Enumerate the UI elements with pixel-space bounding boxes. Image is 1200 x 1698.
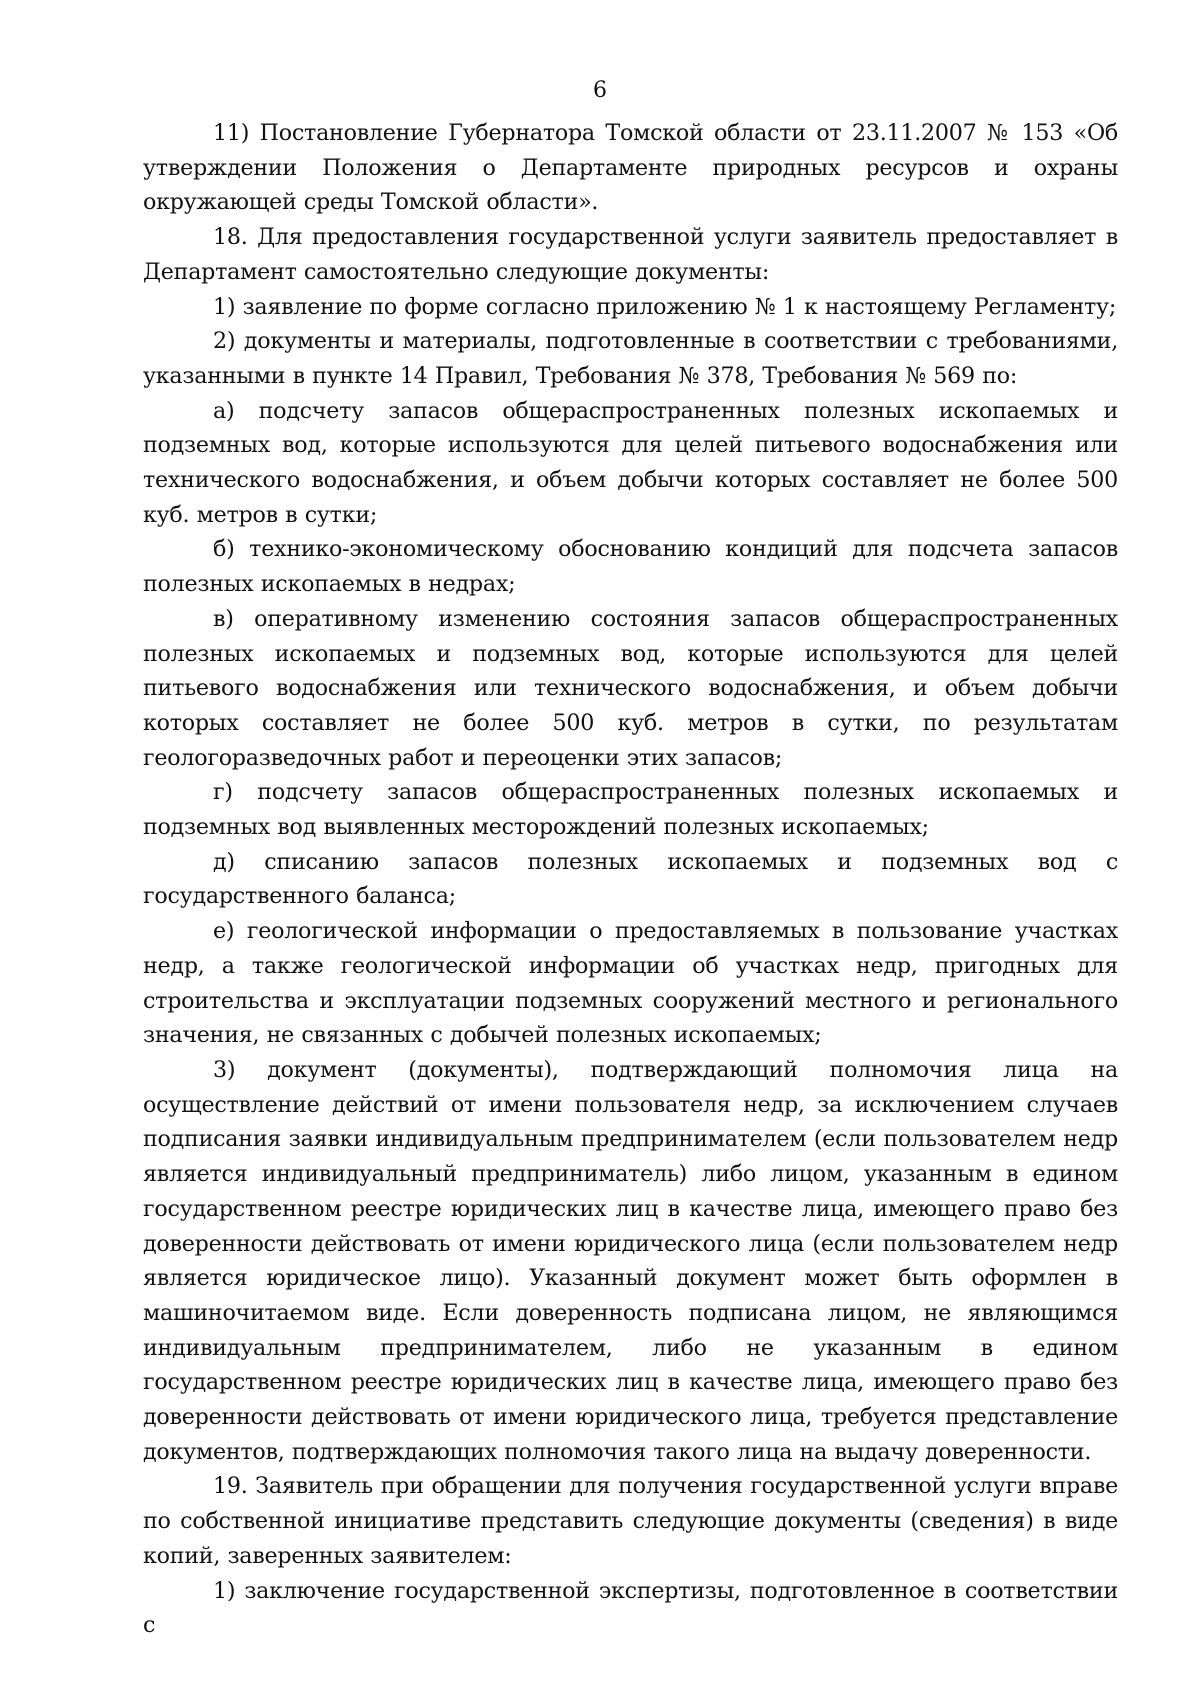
paragraph-item-11-resolution: 11) Постановление Губернатора Томской области от 23.11.2007 № 153 «Об утверждении Положения о Департаменте природных ресурсов и охраны окружающей среды Томской области». bbox=[143, 120, 1118, 216]
page-number: 6 bbox=[593, 78, 607, 103]
paragraph-subitem-a: а) подсчету запасов общераспространенных полезных ископаемых и подземных вод, которые используются для целей питьевого водоснабжения или технического водоснабжения, и объем добычи которых составляет не более 500 куб. метров в сутки; bbox=[143, 397, 1118, 528]
paragraph-subitem-v: в) оперативному изменению состояния запасов общераспространенных полезных ископаемых и подземных вод, которые используются для целей питьевого водоснабжения или технического водоснабжения, и объем добычи которых составляет не более 500 куб. метров в сутки, по результатам геологоразведочных работ и переоценки этих запасов; bbox=[143, 605, 1118, 771]
paragraph-item-2-documents: 2) документы и материалы, подготовленные в соответствии с требованиями, указанными в пункте 14 Правил, Требования № 378, Требования № 569 по: bbox=[143, 328, 1118, 389]
paragraph-section-19-item-1: 1) заключение государственной экспертизы, подготовленное в соответствии с bbox=[143, 1577, 1118, 1639]
paragraph-subitem-b: б) технико-экономическому обоснованию кондиций для подсчета запасов полезных ископаемых в недрах; bbox=[143, 536, 1118, 598]
paragraph-subitem-e: е) геологической информации о предоставляемых в пользование участках недр, а также геологической информации об участках недр, пригодных для строительства и эксплуатации подземных сооружений местного и регионального значения, не связанных с добычей полезных ископаемых; bbox=[143, 918, 1118, 1049]
paragraph-item-3-authority: 3) документ (документы), подтверждающий полномочия лица на осуществление действий от имени пользователя недр, за исключением случаев подписания заявки индивидуальным предпринимателем (если пользователем недр является индивидуальный предприниматель) либо лицом, указанным в едином государственном реестре юридических лиц в качестве лица, имеющего право без доверенности действовать от имени юридического лица (если пользователем недр является юридическое лицо). Указанный документ может быть оформлен в машиночитаемом виде. Если доверенность подписана лицом, не являющимся индивидуальным предпринимателем, либо не указанным в едином государственном реестре юридических лиц в качестве лица, имеющего право без доверенности действовать от имени юридического лица, требуется представление документов, подтверждающих полномочия такого лица на выдачу доверенности. bbox=[143, 1056, 1118, 1465]
paragraph-subitem-g: г) подсчету запасов общераспространенных полезных ископаемых и подземных вод выявленных месторождений полезных ископаемых; bbox=[143, 779, 1118, 841]
document-body bbox=[143, 116, 1118, 1643]
paragraph-section-19: 19. Заявитель при обращении для получения государственной услуги вправе по собственной инициативе представить следующие документы (сведения) в виде копий, заверенных заявителем: bbox=[143, 1473, 1118, 1569]
paragraph-subitem-d: д) списанию запасов полезных ископаемых и подземных вод с государственного баланса; bbox=[143, 848, 1118, 910]
paragraph-item-1-application: 1) заявление по форме согласно приложению № 1 к настоящему Регламенту; bbox=[213, 293, 1117, 320]
paragraph-section-18: 18. Для предоставления государственной услуги заявитель предоставляет в Департамент самостоятельно следующие документы: bbox=[143, 224, 1118, 285]
